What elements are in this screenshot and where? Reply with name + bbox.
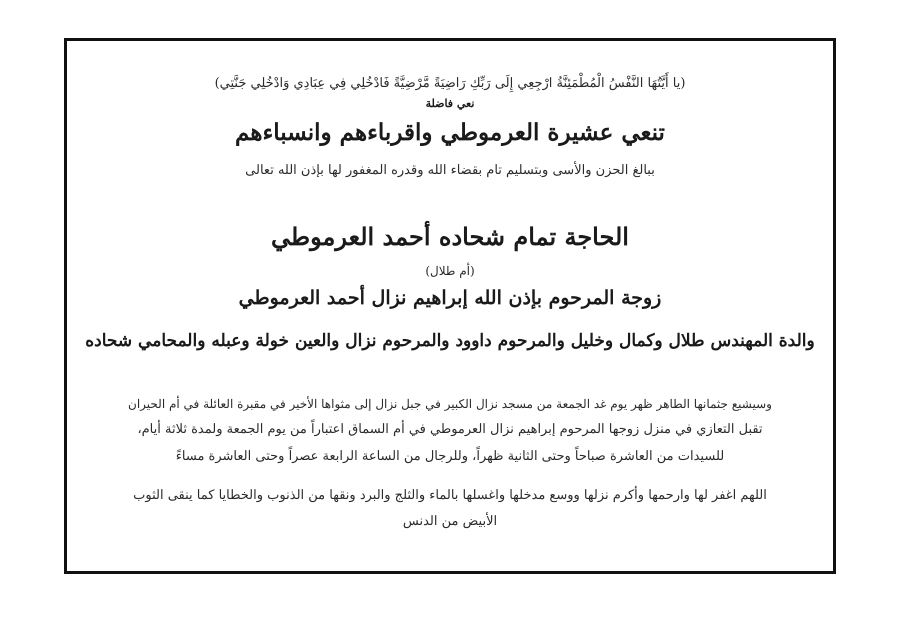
mourners-heading: تنعي عشيرة العرموطي واقرباءهم وانسباءهم — [235, 119, 665, 146]
deceased-name: الحاجة تمام شحاده أحمد العرموطي — [271, 222, 629, 251]
funeral-details-line-3: للسيدات من العاشرة صباحاً وحتى الثانية ظهراً، وللرجال من الساعة الرابعة عصراً وحتى العاشرة مساءً — [175, 449, 725, 464]
notice-intro: نعي فاضلة — [425, 97, 475, 110]
grief-statement: ببالغ الحزن والأسى وبتسليم تام بقضاء الله وقدره المغفور لها بإذن الله تعالى — [245, 163, 655, 178]
prayer-line-2: الأبيض من الدنس — [402, 514, 498, 529]
spouse-line: زوجة المرحوم بإذن الله إبراهيم نزال أحمد العرموطي — [238, 287, 662, 309]
children-line: والدة المهندس طلال وكمال وخليل والمرحوم داوود والمرحوم نزال والعين خولة وعبله والمحامي شحاده — [85, 331, 815, 351]
funeral-details-line-1: وسيشيع جثمانها الطاهر ظهر يوم غد الجمعة من مسجد نزال الكبير في جبل نزال إلى مثواها الأخير في مقبرة العائلة في أم الحيران — [128, 397, 772, 411]
obituary-notice — [64, 38, 836, 574]
prayer-line-1: اللهم اغفر لها وارحمها وأكرم نزلها ووسع مدخلها واغسلها بالماء والثلج والبرد ونقها من الذنوب والخطايا كما ينقى الثوب — [133, 488, 767, 503]
quran-verse: (يا أَيَّتُهَا النَّفْسُ الْمُطْمَئِنَّةُ ارْجِعِي إِلَى رَبِّكِ رَاضِيَةً مَّرْضِيَّةً فَادْخُلِي فِي عِبَادِي وَادْخُلِي جَنَّتِي) — [214, 76, 686, 91]
funeral-details-line-2: تقبل التعازي في منزل زوجها المرحوم إبراهيم نزال العرموطي في أم السماق اعتباراً من يوم الجمعة ولمدة ثلاثة أيام، — [137, 422, 763, 437]
deceased-kunya: (أم طلال) — [425, 264, 475, 278]
